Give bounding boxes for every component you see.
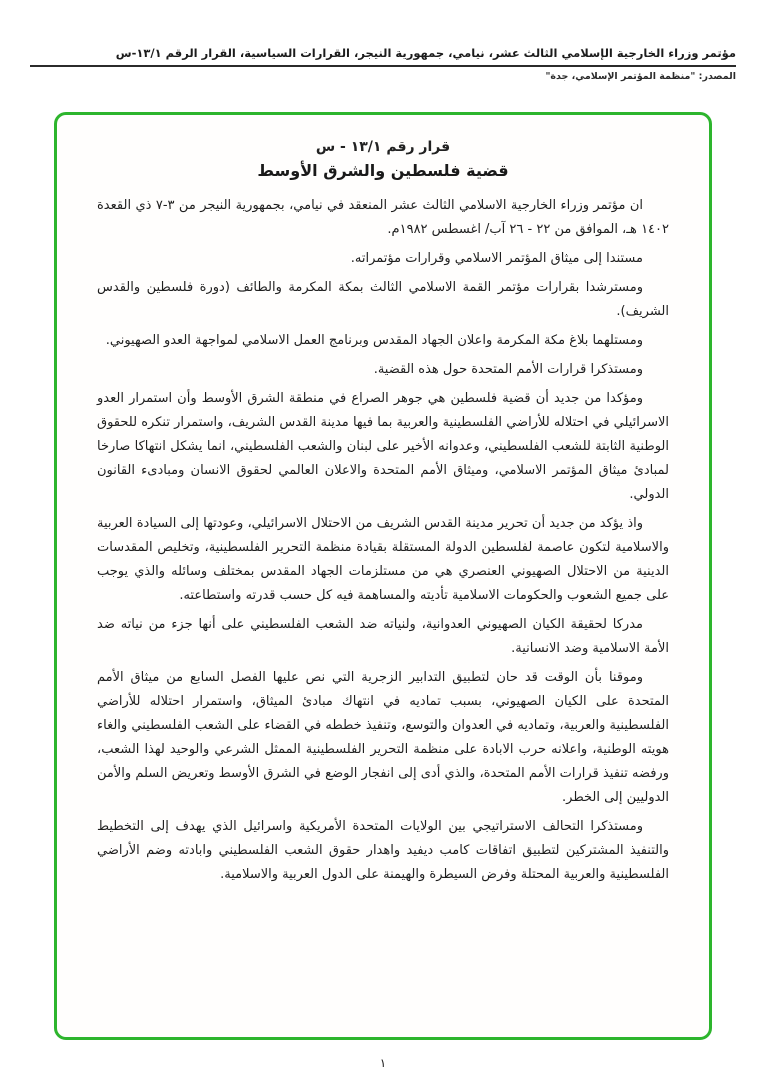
- document-frame: [54, 112, 712, 1040]
- doc-paragraph: مستندا إلى ميثاق المؤتمر الاسلامي وقرارات مؤتمراته.: [350, 251, 643, 266]
- doc-paragraph: ومستلهما بلاغ مكة المكرمة واعلان الجهاد المقدس وبرنامج العمل الاسلامي لمواجهة العدو الصهيوني.: [105, 333, 643, 348]
- doc-paragraph: وموقنا بأن الوقت قد حان لتطبيق التدابير الزجرية التي نص عليها الفصل السابع من ميثاق الأمم المتحدة على الكيان الصهيوني، بسبب تماديه في انتهاك مبادئ الميثاق، واستمرار احتلاله للأراضي الفلسطينية والعربية، وتماديه في العدوان والتوسع، وتنفيذ خططه في القضاء على الشعب الفلسطيني والغاء هويته الوطنية، واعلانه حرب الابادة على منظمة التحرير الفلسطينية الممثل الشرعي والوحيد لهذا الشعب، ورفضه تنفيذ قرارات الأمم المتحدة، والذي أدى إلى انفجار الوضع في الشرق الأوسط وتعريض السلم والأمن الدوليين إلى الخطر.: [97, 670, 669, 805]
- doc-paragraph: ومستذكرا التحالف الاستراتيجي بين الولايات المتحدة الأمريكية واسرائيل الذي يهدف إلى التخطيط والتنفيذ المشتركين لتطبيق اتفاقات كامب ديفيد واهدار حقوق الشعب الفلسطيني وابادته وضم الأراضي الفلسطينية والعربية المحتلة وفرض السيطرة والهيمنة على الدول العربية والاسلامية.: [97, 819, 669, 882]
- doc-paragraph: ان مؤتمر وزراء الخارجية الاسلامي الثالث عشر المنعقد في نيامي، بجمهورية النيجر من ٣-٧ ذي القعدة ١٤٠٢ هـ، الموافق من ٢٢ - ٢٦ آب/ اغسطس ١٩٨٢م.: [97, 198, 669, 237]
- header-divider: [30, 65, 736, 67]
- doc-paragraph: ومؤكدا من جديد أن قضية فلسطين هي جوهر الصراع في منطقة الشرق الأوسط وأن استمرار العدو الاسرائيلي في احتلاله للأراضي الفلسطينية والعربية بما فيها مدينة القدس الشريف، واستمرار تنكره للحقوق الوطنية الثابتة للشعب الفلسطيني، وعدوانه الأخير على لبنان والشعب الفلسطيني، انما يشكل انتهاكا صارخا لمبادئ ميثاق المؤتمر الاسلامي، وميثاق الأمم المتحدة والاعلان العالمي لحقوق الانسان ومبادىء القانون الدولي.: [97, 391, 669, 502]
- doc-paragraph: ومسترشدا بقرارات مؤتمر القمة الاسلامي الثالث بمكة المكرمة والطائف (دورة فلسطين والقدس الشريف).: [97, 280, 669, 319]
- page-number: ١: [379, 1056, 387, 1070]
- doc-paragraph: ومستذكرا قرارات الأمم المتحدة حول هذه القضية.: [373, 362, 643, 377]
- document-header: [30, 46, 736, 82]
- source-line: المصدر: "منظمة المؤتمر الإسلامي، جدة": [545, 71, 736, 82]
- header-title-line: مؤتمر وزراء الخارجية الإسلامي الثالث عشر، نيامي، جمهورية النيجر، القرارات السياسية، القرار الرقم ١٣/١-س: [115, 46, 736, 60]
- resolution-subject-title: قضية فلسطين والشرق الأوسط: [257, 161, 509, 180]
- doc-paragraph: مدركا لحقيقة الكيان الصهيوني العدوانية، ولنياته ضد الشعب الفلسطيني على أنها جزء من نياته ضد الأمة الاسلامية وضد الانسانية.: [97, 617, 669, 656]
- resolution-number-title: قرار رقم ١٣/١ - س: [315, 139, 451, 155]
- doc-paragraph: واذ يؤكد من جديد أن تحرير مدينة القدس الشريف من الاحتلال الاسرائيلي، وعودتها إلى السيادة العربية والاسلامية لتكون عاصمة لفلسطين الدولة المستقلة بقيادة منظمة التحرير الفلسطينية، وتخليص المقدسات الدينية من الاحتلال الصهيوني العنصري هي من مستلزمات الجهاد المقدس بمختلف وسائله والذي يوجب على جميع الشعوب والحكومات الاسلامية تأديته والمساهمة فيه كل حسب قدرته واستطاعته.: [97, 516, 669, 603]
- document-body: [57, 115, 709, 1037]
